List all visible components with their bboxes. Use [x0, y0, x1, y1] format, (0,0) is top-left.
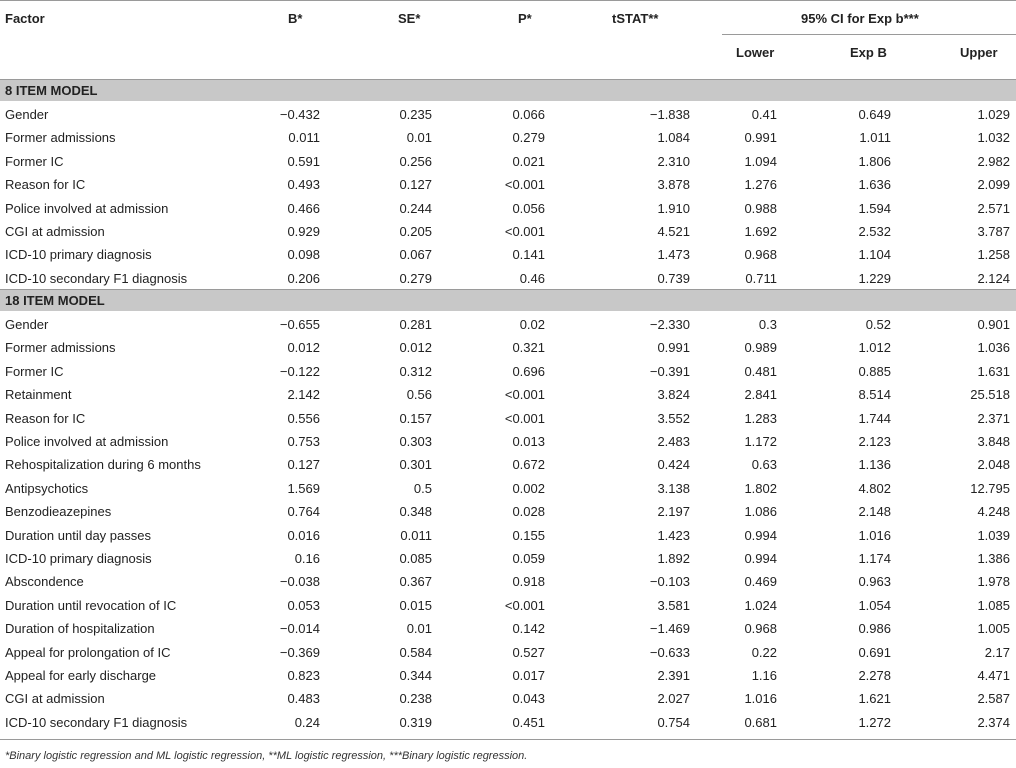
cell-lower: 0.681 [744, 714, 777, 730]
cell-upper: 1.631 [977, 363, 1010, 379]
header-tstat: tSTAT** [612, 11, 659, 26]
table-row [0, 360, 1016, 383]
cell-p: 0.46 [519, 270, 545, 286]
cell-se: 0.011 [400, 527, 432, 543]
cell-se: 0.244 [399, 200, 432, 216]
cell-p: 0.142 [512, 621, 545, 637]
cell-lower: 1.283 [744, 410, 777, 426]
cell-lower: 1.016 [744, 691, 777, 707]
cell-p: 0.918 [512, 574, 545, 590]
cell-upper: 1.036 [977, 340, 1010, 356]
cell-expb: 1.011 [859, 130, 891, 146]
header-ci-group: 95% CI for Exp b*** [801, 11, 919, 26]
cell-upper: 3.848 [977, 434, 1010, 449]
cell-expb: 1.806 [858, 153, 891, 169]
cell-b: −0.122 [279, 363, 320, 379]
table-row [0, 453, 1016, 476]
cell-se: 0.01 [406, 130, 432, 146]
cell-p: 0.043 [512, 691, 545, 707]
cell-expb: 0.691 [858, 644, 891, 660]
cell-p: 0.321 [512, 340, 545, 356]
cell-lower: 0.968 [744, 621, 777, 637]
cell-p: 0.451 [512, 714, 545, 730]
table-bottom-rule [0, 739, 1016, 740]
cell-se: 0.205 [399, 224, 432, 239]
cell-upper: 2.587 [977, 691, 1010, 707]
cell-tstat: 3.824 [657, 387, 690, 403]
cell-lower: 1.16 [751, 668, 777, 683]
cell-upper: 2.048 [977, 457, 1010, 473]
cell-b: −0.369 [279, 644, 320, 660]
cell-factor: ICD-10 secondary F1 diagnosis [5, 270, 188, 286]
cell-factor: Retainment [5, 387, 72, 403]
cell-expb: 1.594 [858, 200, 891, 216]
cell-factor: Former admissions [5, 130, 116, 146]
cell-se: 0.279 [399, 270, 432, 286]
cell-tstat: 2.027 [657, 691, 690, 707]
cell-b: 0.929 [287, 224, 320, 239]
cell-b: −0.432 [279, 107, 320, 122]
table-row [0, 197, 1016, 220]
cell-upper: 1.032 [977, 130, 1010, 146]
cell-b: −0.014 [279, 621, 320, 637]
cell-b: 0.206 [287, 270, 320, 286]
header-b: B* [288, 11, 303, 26]
table-row [0, 524, 1016, 547]
cell-se: 0.584 [399, 644, 432, 660]
cell-lower: 0.989 [744, 340, 777, 356]
cell-expb: 2.148 [858, 504, 891, 520]
cell-se: 0.348 [399, 504, 432, 520]
cell-p: 0.527 [512, 644, 545, 660]
table-row [0, 173, 1016, 196]
cell-upper: 2.124 [977, 270, 1010, 286]
cell-factor: Duration of hospitalization [5, 621, 155, 637]
cell-p: 0.02 [519, 317, 545, 332]
cell-b: −0.038 [279, 574, 320, 590]
cell-upper: 1.258 [977, 247, 1010, 263]
cell-tstat: 1.892 [657, 551, 690, 566]
header-factor: Factor [5, 11, 45, 26]
cell-se: 0.01 [406, 621, 432, 637]
cell-expb: 1.012 [858, 340, 891, 356]
cell-p: <0.001 [504, 597, 545, 613]
cell-se: 0.127 [399, 177, 432, 193]
cell-se: 0.238 [399, 691, 432, 707]
cell-expb: 0.885 [858, 363, 891, 379]
cell-lower: 0.711 [745, 270, 777, 286]
cell-lower: 0.968 [744, 247, 777, 263]
cell-factor: Former IC [5, 363, 64, 379]
cell-expb: 2.278 [858, 668, 891, 683]
cell-lower: 0.988 [744, 200, 777, 216]
cell-tstat: 1.910 [657, 200, 690, 216]
cell-upper: 2.571 [977, 200, 1010, 216]
cell-expb: 2.532 [858, 224, 891, 239]
cell-expb: 0.52 [865, 317, 891, 332]
section-header [0, 80, 1016, 101]
cell-b: 0.823 [287, 668, 320, 683]
cell-expb: 1.136 [858, 457, 891, 473]
table-row [0, 243, 1016, 266]
cell-lower: 2.841 [744, 387, 777, 403]
cell-upper: 3.787 [977, 224, 1010, 239]
cell-tstat: 4.521 [657, 224, 690, 239]
table-row [0, 430, 1016, 453]
table-row [0, 336, 1016, 359]
table-row [0, 617, 1016, 640]
cell-expb: 1.174 [858, 551, 891, 566]
cell-factor: ICD-10 primary diagnosis [5, 551, 152, 566]
cell-lower: 1.086 [744, 504, 777, 520]
cell-se: 0.281 [399, 317, 432, 332]
cell-upper: 4.248 [977, 504, 1010, 520]
table-top-rule [0, 0, 1016, 1]
cell-b: 0.764 [287, 504, 320, 520]
cell-b: 0.24 [294, 714, 320, 730]
cell-lower: 1.172 [744, 434, 777, 449]
cell-tstat: 1.473 [657, 247, 690, 263]
cell-p: 0.017 [512, 668, 545, 683]
cell-se: 0.56 [406, 387, 432, 403]
cell-b: 0.016 [287, 527, 320, 543]
cell-b: 0.466 [287, 200, 320, 216]
cell-factor: Rehospitalization during 6 months [5, 457, 201, 473]
cell-b: 0.16 [294, 551, 320, 566]
cell-upper: 2.374 [977, 714, 1010, 730]
cell-se: 0.085 [399, 551, 432, 566]
table-row [0, 664, 1016, 687]
cell-se: 0.344 [399, 668, 432, 683]
cell-p: 0.002 [512, 480, 545, 496]
cell-p: 0.279 [512, 130, 545, 146]
cell-upper: 1.029 [977, 107, 1010, 122]
cell-lower: 1.276 [744, 177, 777, 193]
cell-expb: 0.649 [858, 107, 891, 122]
cell-tstat: 3.138 [657, 480, 690, 496]
cell-factor: Appeal for early discharge [5, 668, 157, 683]
cell-factor: Appeal for prolongation of IC [5, 644, 171, 660]
table-row [0, 126, 1016, 149]
cell-upper: 1.005 [977, 621, 1010, 637]
cell-se: 0.5 [413, 480, 432, 496]
cell-p: 0.028 [512, 504, 545, 520]
cell-lower: 0.994 [744, 551, 777, 566]
cell-upper: 1.039 [977, 527, 1010, 543]
table-row [0, 477, 1016, 500]
cell-tstat: 2.197 [657, 504, 690, 520]
cell-tstat: 0.424 [657, 457, 690, 473]
cell-b: 0.011 [288, 130, 320, 146]
table-row [0, 267, 1016, 290]
cell-expb: 8.514 [858, 387, 891, 403]
cell-lower: 0.22 [751, 644, 777, 660]
cell-p: <0.001 [504, 387, 545, 403]
cell-p: 0.141 [512, 247, 545, 263]
cell-factor: Abscondence [5, 574, 84, 590]
section-title: 18 ITEM MODEL [5, 293, 105, 308]
cell-b: 0.483 [287, 691, 320, 707]
cell-expb: 0.986 [858, 621, 891, 637]
cell-upper: 1.085 [977, 597, 1010, 613]
cell-factor: ICD-10 secondary F1 diagnosis [5, 714, 188, 730]
cell-tstat: 0.991 [657, 340, 690, 356]
cell-tstat: 0.739 [657, 270, 690, 286]
cell-b: 1.569 [287, 480, 320, 496]
table-row [0, 641, 1016, 664]
section-title: 8 ITEM MODEL [5, 83, 98, 98]
header-upper: Upper [960, 45, 998, 60]
cell-p: 0.056 [512, 200, 545, 216]
cell-lower: 1.692 [744, 224, 777, 239]
cell-lower: 0.469 [744, 574, 777, 590]
cell-b: 0.098 [287, 247, 320, 263]
header-se: SE* [398, 11, 421, 26]
cell-tstat: 1.084 [657, 130, 690, 146]
cell-lower: 1.802 [744, 480, 777, 496]
section-header [0, 290, 1016, 311]
table-row [0, 407, 1016, 430]
cell-se: 0.319 [399, 714, 432, 730]
cell-se: 0.312 [399, 363, 432, 379]
cell-se: 0.367 [399, 574, 432, 590]
cell-tstat: −2.330 [649, 317, 690, 332]
cell-tstat: −1.469 [649, 621, 690, 637]
cell-factor: CGI at admission [5, 691, 105, 707]
table-row [0, 383, 1016, 406]
cell-upper: 0.901 [977, 317, 1010, 332]
cell-se: 0.256 [399, 153, 432, 169]
cell-b: 0.127 [287, 457, 320, 473]
cell-p: 0.155 [512, 527, 545, 543]
cell-upper: 2.982 [977, 153, 1010, 169]
cell-tstat: 2.483 [657, 434, 690, 449]
cell-tstat: 2.391 [657, 668, 690, 683]
cell-factor: Police involved at admission [5, 200, 169, 216]
cell-b: 2.142 [287, 387, 320, 403]
cell-expb: 1.104 [858, 247, 891, 263]
cell-lower: 0.481 [744, 363, 777, 379]
cell-lower: 0.41 [751, 107, 777, 122]
header-expb: Exp B [850, 45, 887, 60]
cell-b: 0.556 [287, 410, 320, 426]
cell-tstat: −0.103 [649, 574, 690, 590]
cell-factor: Former IC [5, 153, 64, 169]
cell-tstat: −0.391 [649, 363, 690, 379]
table-row [0, 103, 1016, 126]
header-lower: Lower [736, 45, 775, 60]
cell-se: 0.303 [399, 434, 432, 449]
cell-b: 0.591 [287, 153, 320, 169]
table-row [0, 313, 1016, 336]
cell-upper: 2.371 [977, 410, 1010, 426]
cell-factor: CGI at admission [5, 224, 105, 239]
cell-expb: 0.963 [858, 574, 891, 590]
cell-expb: 4.802 [858, 480, 891, 496]
table-row [0, 220, 1016, 243]
cell-b: −0.655 [279, 317, 320, 332]
cell-p: 0.013 [512, 434, 545, 449]
cell-b: 0.012 [287, 340, 320, 356]
cell-se: 0.235 [399, 107, 432, 122]
cell-upper: 25.518 [970, 387, 1010, 403]
cell-tstat: −1.838 [649, 107, 690, 122]
table-row [0, 687, 1016, 710]
table-row [0, 500, 1016, 523]
table-row [0, 150, 1016, 173]
cell-upper: 4.471 [977, 668, 1010, 683]
cell-factor: Gender [5, 107, 49, 122]
ci-group-rule [722, 34, 1016, 35]
cell-tstat: 0.754 [657, 714, 690, 730]
cell-upper: 2.17 [984, 644, 1010, 660]
cell-lower: 0.63 [751, 457, 777, 473]
cell-lower: 0.3 [758, 317, 777, 332]
table-row [0, 570, 1016, 593]
cell-expb: 1.621 [858, 691, 891, 707]
cell-p: <0.001 [504, 177, 545, 193]
cell-p: 0.696 [512, 363, 545, 379]
cell-factor: Duration until revocation of IC [5, 597, 177, 613]
cell-expb: 1.636 [858, 177, 891, 193]
header-p: P* [518, 11, 532, 26]
cell-expb: 1.744 [858, 410, 891, 426]
table-row [0, 594, 1016, 617]
cell-p: <0.001 [504, 410, 545, 426]
cell-upper: 1.978 [977, 574, 1010, 590]
table-row [0, 711, 1016, 734]
cell-expb: 1.229 [858, 270, 891, 286]
cell-factor: ICD-10 primary diagnosis [5, 247, 152, 263]
cell-lower: 1.024 [744, 597, 777, 613]
cell-upper: 12.795 [970, 480, 1010, 496]
cell-expb: 1.054 [858, 597, 891, 613]
cell-se: 0.015 [399, 597, 432, 613]
cell-tstat: −0.633 [649, 644, 690, 660]
cell-factor: Duration until day passes [5, 527, 151, 543]
cell-factor: Former admissions [5, 340, 116, 356]
cell-b: 0.493 [287, 177, 320, 193]
cell-se: 0.012 [399, 340, 432, 356]
cell-tstat: 3.552 [657, 410, 690, 426]
cell-p: 0.672 [512, 457, 545, 473]
cell-se: 0.157 [399, 410, 432, 426]
cell-factor: Reason for IC [5, 177, 86, 193]
cell-tstat: 3.878 [657, 177, 690, 193]
cell-tstat: 1.423 [657, 527, 690, 543]
cell-tstat: 2.310 [657, 153, 690, 169]
cell-factor: Gender [5, 317, 49, 332]
cell-upper: 1.386 [977, 551, 1010, 566]
cell-lower: 0.994 [744, 527, 777, 543]
cell-b: 0.053 [287, 597, 320, 613]
table-row [0, 547, 1016, 570]
cell-p: 0.021 [512, 153, 545, 169]
cell-lower: 1.094 [744, 153, 777, 169]
cell-tstat: 3.581 [657, 597, 690, 613]
cell-lower: 0.991 [744, 130, 777, 146]
cell-factor: Police involved at admission [5, 434, 169, 449]
table-footnote: *Binary logistic regression and ML logistic regression, **ML logistic regression, ***Binary logistic regression. [5, 750, 528, 762]
cell-p: <0.001 [504, 224, 545, 239]
cell-p: 0.059 [512, 551, 545, 566]
cell-b: 0.753 [287, 434, 320, 449]
cell-se: 0.067 [399, 247, 432, 263]
cell-expb: 2.123 [858, 434, 891, 449]
cell-factor: Antipsychotics [5, 480, 89, 496]
cell-se: 0.301 [399, 457, 432, 473]
cell-expb: 1.272 [858, 714, 891, 730]
cell-factor: Reason for IC [5, 410, 86, 426]
cell-p: 0.066 [512, 107, 545, 122]
cell-factor: Benzodieazepines [5, 504, 112, 520]
cell-expb: 1.016 [858, 527, 891, 543]
cell-upper: 2.099 [977, 177, 1010, 193]
